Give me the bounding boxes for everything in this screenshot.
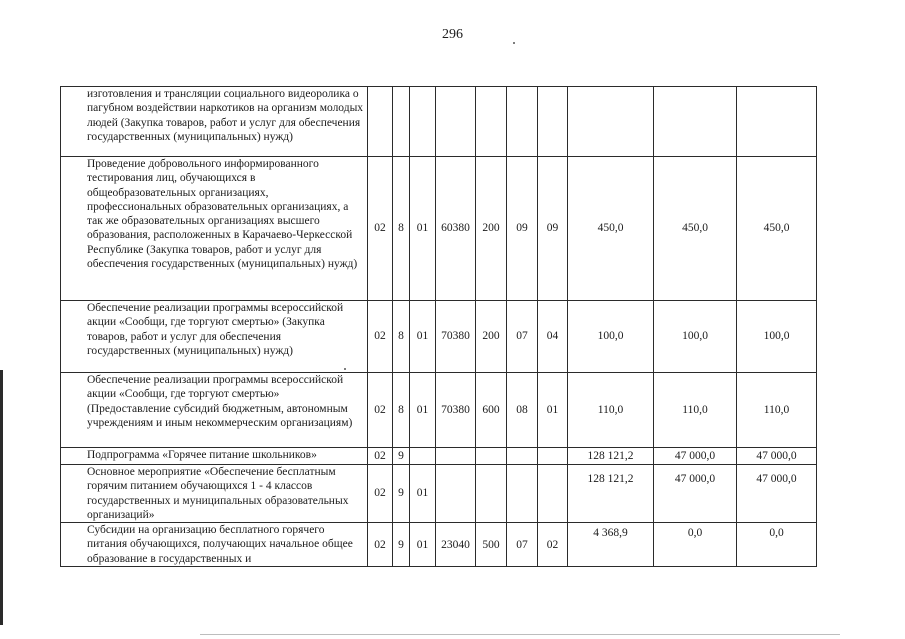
row-description: Подпрограмма «Горячее питание школьников» — [61, 448, 368, 465]
code-cell: 08 — [507, 373, 538, 448]
row-description: изготовления и трансляции социального видеоролика о пагубном воздействии наркотиков на организм молодых людей (Закупка товаров, работ и услуг для обеспечения государственных (муниципальных) нужд) — [61, 87, 368, 157]
table-row — [61, 523, 817, 567]
code-cell: 01 — [410, 157, 436, 301]
scan-edge-mark — [0, 370, 3, 625]
code-cell — [436, 465, 476, 523]
code-cell: 9 — [393, 448, 410, 465]
code-cell: 01 — [410, 465, 436, 523]
code-cell: 02 — [368, 448, 393, 465]
amount-cell: 128 121,2 — [568, 465, 654, 523]
amount-cell: 100,0 — [568, 301, 654, 373]
code-cell — [436, 87, 476, 157]
amount-cell: 0,0 — [654, 523, 737, 567]
row-description: Основное мероприятие «Обеспечение бесплатным горячим питанием обучающихся 1 - 4 классов государственных и муниципальных образовательных организаций» — [61, 465, 368, 523]
row-description: Субсидии на организацию бесплатного горячего питания обучающихся, получающих начальное общее образование в государственных и — [61, 523, 368, 567]
code-cell: 02 — [538, 523, 568, 567]
code-cell: 02 — [368, 465, 393, 523]
code-cell — [410, 448, 436, 465]
amount-cell: 47 000,0 — [654, 448, 737, 465]
amount-cell: 450,0 — [654, 157, 737, 301]
code-cell: 02 — [368, 523, 393, 567]
amount-cell: 47 000,0 — [654, 465, 737, 523]
code-cell: 8 — [393, 373, 410, 448]
table-row — [61, 301, 817, 373]
code-cell: 9 — [393, 465, 410, 523]
amount-cell: 110,0 — [568, 373, 654, 448]
budget-table — [60, 86, 817, 567]
amount-cell: 128 121,2 — [568, 448, 654, 465]
amount-cell: 0,0 — [737, 523, 817, 567]
amount-cell — [737, 87, 817, 157]
code-cell — [507, 87, 538, 157]
amount-cell: 100,0 — [737, 301, 817, 373]
code-cell: 07 — [507, 301, 538, 373]
table-row — [61, 465, 817, 523]
amount-cell: 450,0 — [737, 157, 817, 301]
code-cell — [507, 448, 538, 465]
code-cell: 02 — [368, 301, 393, 373]
code-cell: 01 — [410, 301, 436, 373]
code-cell: 09 — [507, 157, 538, 301]
code-cell — [538, 87, 568, 157]
code-cell: 04 — [538, 301, 568, 373]
code-cell: 200 — [476, 157, 507, 301]
code-cell — [476, 448, 507, 465]
code-cell: 70380 — [436, 373, 476, 448]
row-description: Обеспечение реализации программы всероссийской акции «Сообщи, где торгуют смертью» (Предоставление субсидий бюджетным, автономным учреждениям и иным некоммерческим организациям) — [61, 373, 368, 448]
code-cell — [476, 87, 507, 157]
table-row — [61, 87, 817, 157]
amount-cell: 47 000,0 — [737, 448, 817, 465]
amount-cell: 110,0 — [654, 373, 737, 448]
row-description: Обеспечение реализации программы всероссийской акции «Сообщи, где торгуют смертью» (Закупка товаров, работ и услуг для обеспечения государственных (муниципальных) нужд) — [61, 301, 368, 373]
code-cell: 600 — [476, 373, 507, 448]
amount-cell: 47 000,0 — [737, 465, 817, 523]
code-cell: 60380 — [436, 157, 476, 301]
amount-cell: 100,0 — [654, 301, 737, 373]
code-cell — [436, 448, 476, 465]
code-cell: 500 — [476, 523, 507, 567]
code-cell: 01 — [410, 373, 436, 448]
code-cell — [507, 465, 538, 523]
code-cell: 200 — [476, 301, 507, 373]
code-cell — [538, 448, 568, 465]
code-cell: 23040 — [436, 523, 476, 567]
amount-cell: 110,0 — [737, 373, 817, 448]
code-cell: 70380 — [436, 301, 476, 373]
code-cell: 07 — [507, 523, 538, 567]
code-cell: 01 — [410, 523, 436, 567]
code-cell — [538, 465, 568, 523]
code-cell: 02 — [368, 373, 393, 448]
code-cell — [476, 465, 507, 523]
table-row — [61, 373, 817, 448]
amount-cell: 450,0 — [568, 157, 654, 301]
code-cell: 02 — [368, 157, 393, 301]
code-cell — [410, 87, 436, 157]
row-description: Проведение добровольного информированного тестирования лиц, обучающихся в общеобразовательных организациях, профессиональных образовательных организациях, а так же образовательных организациях высшего образования, расположенных в Карачаево-Черкесской Республике (Закупка товаров, работ и услуг для обеспечения государственных (муниципальных) нужд) — [61, 157, 368, 301]
page-number: 296 — [442, 27, 463, 42]
amount-cell — [568, 87, 654, 157]
code-cell: 8 — [393, 301, 410, 373]
table-row — [61, 448, 817, 465]
code-cell: 09 — [538, 157, 568, 301]
amount-cell: 4 368,9 — [568, 523, 654, 567]
code-cell: 8 — [393, 157, 410, 301]
code-cell: 01 — [538, 373, 568, 448]
amount-cell — [654, 87, 737, 157]
code-cell: 9 — [393, 523, 410, 567]
table-row — [61, 157, 817, 301]
code-cell — [368, 87, 393, 157]
scan-speck — [513, 42, 515, 44]
code-cell — [393, 87, 410, 157]
scan-bottom-line — [200, 634, 840, 635]
